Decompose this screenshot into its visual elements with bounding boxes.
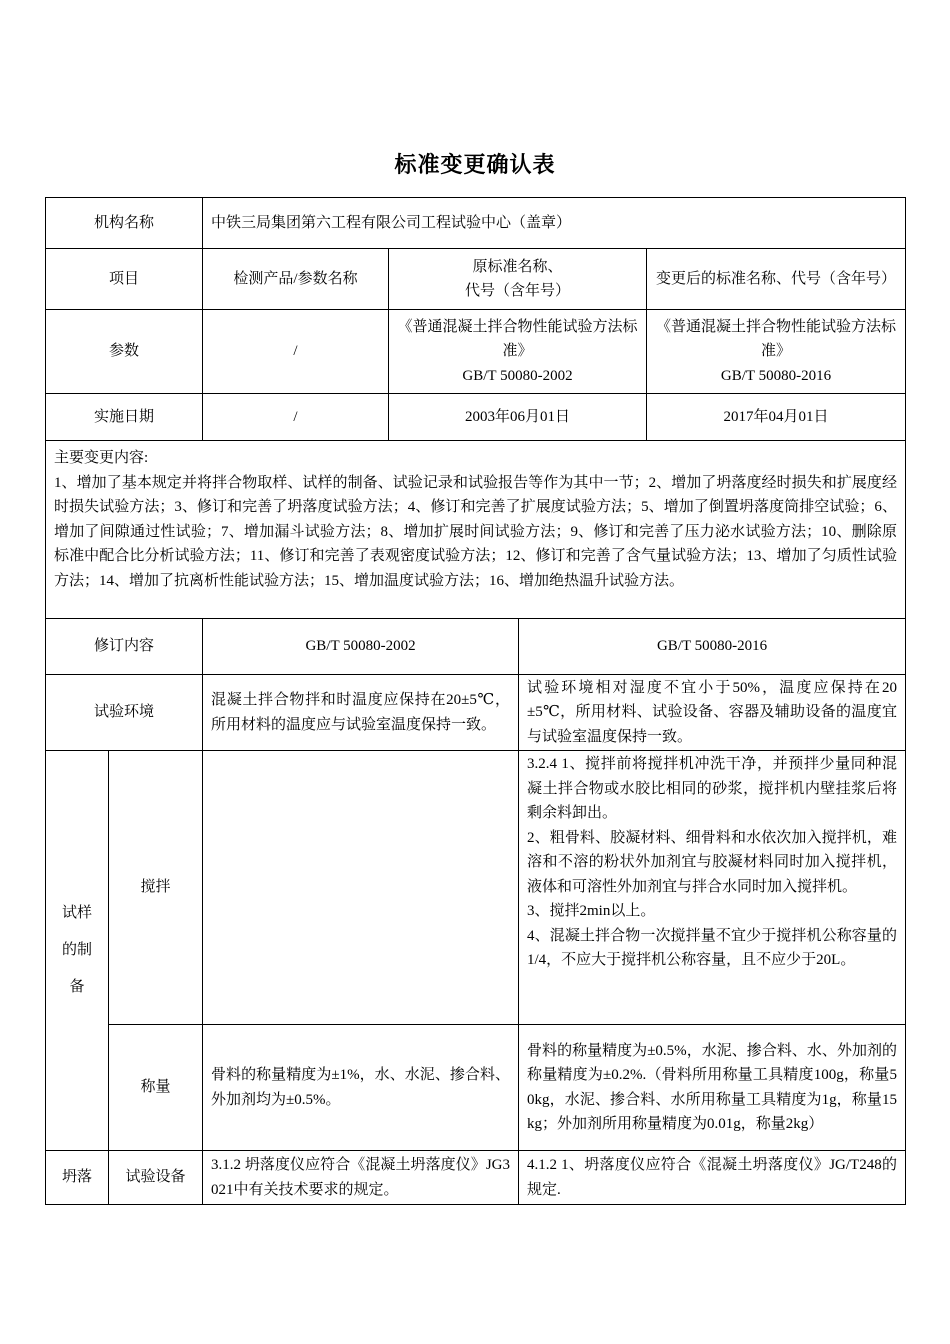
- param-orig-name: 《普通混凝土拌合物性能试验方法标准》: [397, 318, 638, 360]
- environment-old: 混凝土拌合物拌和时温度应保持在20±5℃，所用材料的温度应与试验室温度保持一致。: [203, 675, 519, 751]
- param-new-name: 《普通混凝土拌合物性能试验方法标准》: [655, 318, 896, 360]
- header-new-standard: 变更后的标准名称、代号（含年号）: [647, 249, 906, 310]
- date-label: 实施日期: [46, 394, 203, 441]
- weighing-old: 骨料的称量精度为±1%，水、水泥、掺合料、外加剂均为±0.5%。: [203, 1025, 519, 1151]
- org-value: 中铁三局集团第六工程有限公司工程试验中心（盖章）: [203, 198, 906, 249]
- equipment-new: 4.1.2 1、坍落度仪应符合《混凝土坍落度仪》JG/T248的规定.: [519, 1151, 906, 1205]
- changes-text: 1、增加了基本规定并将拌合物取样、试样的制备、试验记录和试验报告等作为其中一节；2、增加了坍落度经时损失和扩展度经时损失试验方法；3、修订和完善了坍落度试验方法；4、修订和完善了扩展度试验方法；5、增加了倒置坍落度筒排空试验；6、增加了间隙通过性试验；7、增加漏斗试验方法；8、增加扩展时间试验方法；9、修订和完善了压力泌水试验方法；10、删除原标准中配合比分析试验方法；11、修订和完善了表观密度试验方法；12、修订和完善了含气量试验方法；13、增加了匀质性试验方法；14、增加了抗离析性能试验方法；15、增加温度试验方法；16、增加绝热温升试验方法。: [54, 474, 897, 589]
- param-new-standard: [647, 310, 906, 394]
- slump-label: 坍落: [46, 1151, 109, 1205]
- weighing-label: 称量: [109, 1025, 203, 1151]
- mixing-new-line: 4、混凝土拌合物一次搅拌量不宜少于搅拌机公称容量的1/4，不应大于搅拌机公称容量，且不应少于20L。: [527, 927, 898, 968]
- param-orig-standard: [389, 310, 647, 394]
- equipment-old: 3.1.2 坍落度仪应符合《混凝土坍落度仪》JG3021中有关技术要求的规定。: [203, 1151, 519, 1205]
- org-label: 机构名称: [46, 198, 203, 249]
- param-label: 参数: [46, 310, 203, 394]
- date-orig: 2003年06月01日: [389, 394, 647, 441]
- sample-prep-line: 试样: [61, 905, 92, 921]
- sample-prep-line: 的制: [61, 942, 92, 958]
- revision-table: [45, 618, 906, 1205]
- header-orig-standard: [389, 249, 647, 310]
- sample-prep-label: [46, 751, 109, 1151]
- page-title: 标准变更确认表: [394, 152, 556, 177]
- header-orig-line1: 原标准名称、: [472, 258, 563, 275]
- revision-label: 修订内容: [46, 619, 203, 675]
- revision-old: GB/T 50080-2002: [203, 619, 519, 675]
- header-product: 检测产品/参数名称: [203, 249, 389, 310]
- mixing-new-line: 3.2.4 1、搅拌前将搅拌机冲洗干净，并预拌少量同种混凝土拌合物或水胶比相同的砂浆，搅拌机内壁挂浆后将剩余料卸出。: [527, 756, 898, 821]
- param-orig-code: GB/T 50080-2002: [462, 367, 573, 384]
- changes-heading: 主要变更内容:: [54, 450, 149, 466]
- weighing-new: 骨料的称量精度为±0.5%，水泥、掺合料、水、外加剂的称量精度为±0.2%.（骨料所用称量工具精度100g，称量50kg，水泥、掺合料、水所用称量工具精度为1g，称量15kg；外加剂所用称量精度为0.01g，称量2kg）: [519, 1025, 906, 1151]
- standard-info-table: [45, 197, 906, 619]
- date-product: /: [203, 394, 389, 441]
- param-new-code: GB/T 50080-2016: [720, 367, 832, 384]
- mixing-new-line: 3、搅拌2min以上。: [527, 903, 656, 919]
- environment-new: 试验环境相对湿度不宜小于50%，温度应保持在20±5℃，所用材料、试验设备、容器及辅助设备的温度宜与试验室温度保持一致。: [519, 675, 906, 751]
- header-orig-line2: 代号（含年号）: [464, 283, 570, 299]
- mixing-old: [203, 751, 519, 1025]
- environment-label: 试验环境: [46, 675, 203, 751]
- param-product: /: [203, 310, 389, 394]
- mixing-label: 搅拌: [109, 751, 203, 1025]
- revision-new: GB/T 50080-2016: [519, 619, 906, 675]
- mixing-new: [519, 751, 906, 1025]
- changes-cell: [46, 441, 906, 619]
- sample-prep-line: 备: [69, 979, 85, 995]
- date-new: 2017年04月01日: [647, 394, 906, 441]
- mixing-new-line: 2、粗骨料、胶凝材料、细骨料和水依次加入搅拌机，难溶和不溶的粉状外加剂宜与胶凝材料同时加入搅拌机，液体和可溶性外加剂宜与拌合水同时加入搅拌机。: [527, 829, 898, 895]
- equipment-label: 试验设备: [109, 1151, 203, 1205]
- header-item: 项目: [46, 249, 203, 310]
